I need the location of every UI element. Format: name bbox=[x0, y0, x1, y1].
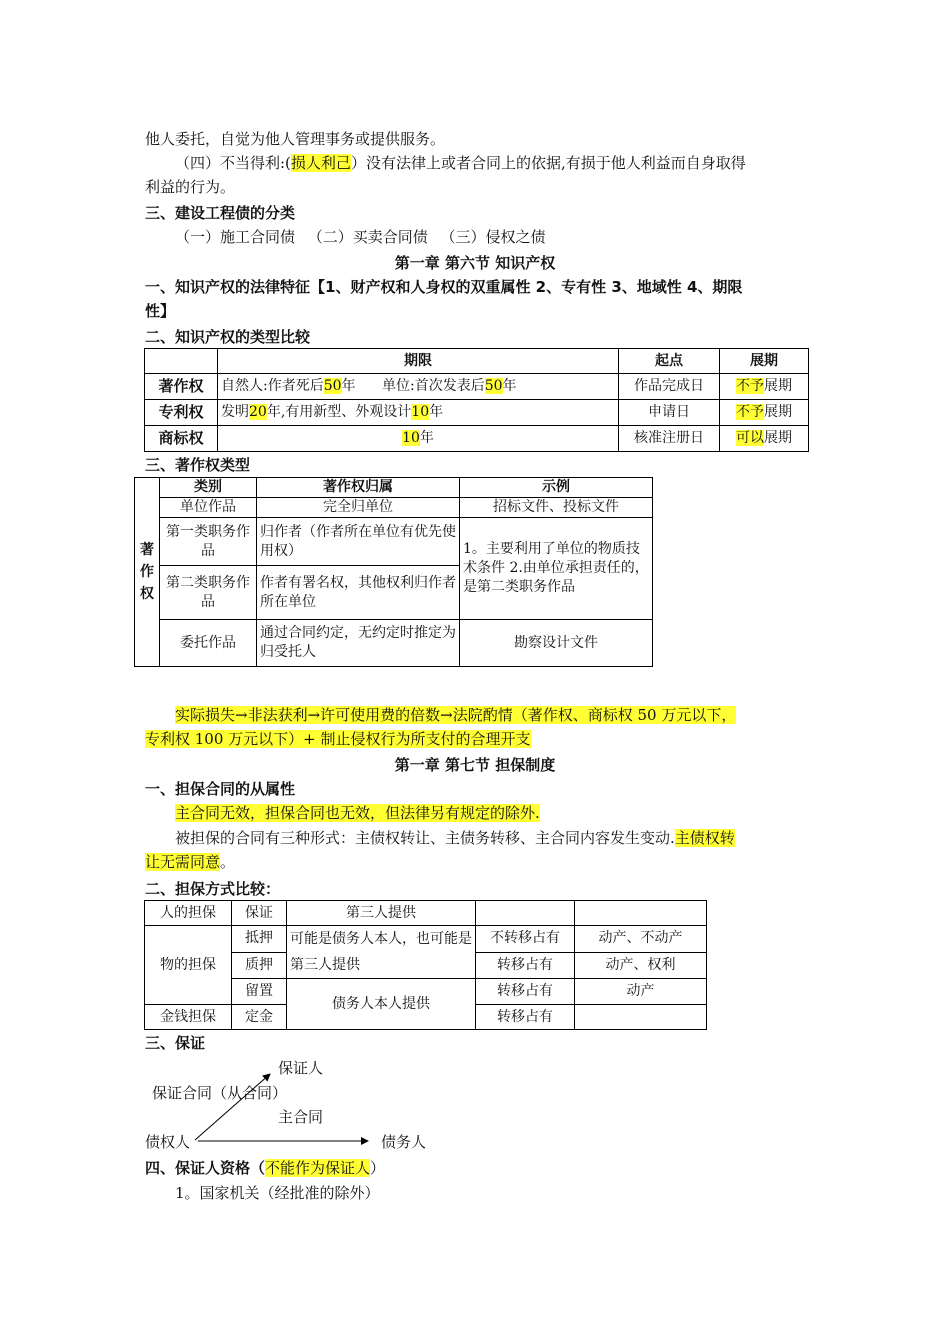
highlight-text: 实际损失→非法获利→许可使用费的倍数→法院酌情（著作权、商标权 50 万元以下， bbox=[175, 706, 737, 724]
possession-cell: 不转移占有 bbox=[476, 926, 575, 953]
method-cell: 保证 bbox=[232, 901, 287, 926]
row-label: 商标权 bbox=[145, 426, 218, 452]
side-label: 著作权 bbox=[135, 478, 160, 667]
category-cell: 第一类职务作品 bbox=[160, 518, 257, 566]
highlight-text: 可以 bbox=[736, 430, 764, 446]
text: 展期 bbox=[764, 404, 792, 420]
method-cell: 质押 bbox=[232, 952, 287, 979]
possession-cell: 转移占有 bbox=[476, 952, 575, 979]
object-cell: 动产 bbox=[575, 979, 707, 1005]
list-item: 1。国家机关（经批准的除外） bbox=[175, 1184, 380, 1202]
text: 年,有用新型、外观设计 bbox=[266, 404, 412, 420]
diagram-contract: 保证合同（从合同） bbox=[152, 1084, 288, 1102]
method-cell: 抵押 bbox=[232, 926, 287, 953]
header-cell: 起点 bbox=[619, 349, 720, 374]
intro-line-3: 利益的行为。 bbox=[145, 178, 236, 196]
possession-cell: 转移占有 bbox=[476, 979, 575, 1005]
header-cell: 类别 bbox=[160, 478, 257, 498]
arrow-to-guarantor bbox=[195, 1074, 270, 1140]
debt-categories: （一）施工合同债 （二）买卖合同债 （三）侵权之债 bbox=[175, 228, 546, 246]
section-title: 二、担保方式比较： bbox=[145, 880, 281, 898]
text: 被担保的合同有三种形式：主债权转让、主债务转移、主合同内容发生变动. bbox=[175, 829, 675, 847]
start-cell: 作品完成日 bbox=[619, 374, 720, 400]
category-cell: 委托作品 bbox=[160, 620, 257, 667]
section-title: 一、担保合同的从属性 bbox=[145, 780, 296, 798]
highlight-text: 50 bbox=[484, 378, 503, 394]
text: 展期 bbox=[764, 378, 792, 394]
row-label: 专利权 bbox=[145, 400, 218, 426]
chapter-title: 第一章 第六节 知识产权 bbox=[394, 254, 556, 272]
header-cell: 示例 bbox=[460, 478, 653, 498]
header-cell: 期限 bbox=[218, 349, 619, 374]
text: 四、保证人资格（ bbox=[145, 1159, 266, 1177]
highlight-text: 主合同无效，担保合同也无效，但法律另有规定的除外. bbox=[175, 804, 540, 822]
diagram-debtor: 债务人 bbox=[381, 1133, 427, 1151]
text: 年 bbox=[502, 378, 517, 394]
example-cell: 勘察设计文件 bbox=[460, 620, 653, 667]
text: 年 bbox=[419, 430, 434, 446]
category-cell: 单位作品 bbox=[160, 498, 257, 518]
ip-features-line-2: 性】 bbox=[145, 302, 176, 320]
start-cell: 核准注册日 bbox=[619, 426, 720, 452]
text: 发明 bbox=[221, 404, 249, 420]
highlight-text: 10 bbox=[411, 404, 430, 420]
text: ） bbox=[370, 1159, 386, 1177]
highlight-text: 50 bbox=[323, 378, 342, 394]
highlight-text: 专利权 100 万元以下）+ 制止侵权行为所支付的合理开支 bbox=[145, 730, 531, 748]
text: 展期 bbox=[764, 430, 792, 446]
method-cell: 定金 bbox=[232, 1005, 287, 1030]
section-title: 三、著作权类型 bbox=[145, 456, 251, 474]
category-cell: 第二类职务作品 bbox=[160, 566, 257, 620]
section-title: 三、保证 bbox=[145, 1034, 206, 1052]
object-cell: 动产、不动产 bbox=[575, 926, 707, 953]
highlight-text: 损人利己 bbox=[290, 154, 351, 172]
header-cell: 展期 bbox=[720, 349, 809, 374]
object-cell: 动产、权利 bbox=[575, 952, 707, 979]
highlight-text: 不予 bbox=[736, 378, 764, 394]
type-cell: 金钱担保 bbox=[145, 1005, 232, 1030]
ownership-cell: 通过合同约定，无约定时推定为归受托人 bbox=[257, 620, 460, 667]
provider-cell: 可能是债务人本人，也可能是第三人提供 bbox=[287, 926, 476, 979]
text: 年 bbox=[429, 404, 444, 420]
possession-cell: 转移占有 bbox=[476, 1005, 575, 1030]
ip-features-line-1: 一、知识产权的法律特征【1、财产权和人身权的双重属性 2、专有性 3、地域性 4、期限 bbox=[145, 278, 743, 296]
row-label: 著作权 bbox=[145, 374, 218, 400]
text: 。 bbox=[220, 853, 236, 871]
provider-cell: 债务人本人提供 bbox=[287, 979, 476, 1030]
highlight-text: 20 bbox=[249, 404, 267, 420]
highlight-text: 10 bbox=[402, 430, 420, 446]
header-cell: 著作权归属 bbox=[257, 478, 460, 498]
example-cell: 1。主要利用了单位的物质技术条件 2.由单位承担责任的，是第二类职务作品 bbox=[460, 518, 653, 620]
start-cell: 申请日 bbox=[619, 400, 720, 426]
text: （四）不当得利:( bbox=[175, 154, 291, 172]
highlight-text: 不予 bbox=[736, 404, 764, 420]
text: 自然人:作者死后 bbox=[221, 378, 324, 394]
provider-cell: 第三人提供 bbox=[287, 901, 476, 926]
diagram-guarantor: 保证人 bbox=[278, 1059, 324, 1077]
type-cell: 人的担保 bbox=[145, 901, 232, 926]
highlight-text: 让无需同意 bbox=[145, 853, 221, 871]
section-title bbox=[145, 1157, 385, 1179]
diagram-creditor: 债权人 bbox=[145, 1133, 191, 1151]
ownership-cell: 归作者（作者所在单位有优先使用权） bbox=[257, 518, 460, 566]
section-title: 二、知识产权的类型比较 bbox=[145, 328, 311, 346]
example-cell: 招标文件、投标文件 bbox=[460, 498, 653, 518]
ownership-cell: 完全归单位 bbox=[257, 498, 460, 518]
method-cell: 留置 bbox=[232, 979, 287, 1005]
section-title: 三、建设工程债的分类 bbox=[145, 204, 296, 222]
text: ）没有法律上或者合同上的依据,有损于他人利益而自身取得 bbox=[350, 154, 746, 172]
intro-line-1: 他人委托，自觉为他人管理事务或提供服务。 bbox=[145, 130, 446, 148]
text: 年 单位:首次发表后 bbox=[341, 378, 485, 394]
ownership-cell: 作者有署名权，其他权利归作者所在单位 bbox=[257, 566, 460, 620]
highlight-text: 不能作为保证人 bbox=[265, 1159, 371, 1177]
diagram-main-contract: 主合同 bbox=[278, 1108, 324, 1126]
chapter-title: 第一章 第七节 担保制度 bbox=[394, 756, 556, 774]
highlight-text: 主债权转 bbox=[674, 829, 735, 847]
type-cell: 物的担保 bbox=[145, 926, 232, 1005]
